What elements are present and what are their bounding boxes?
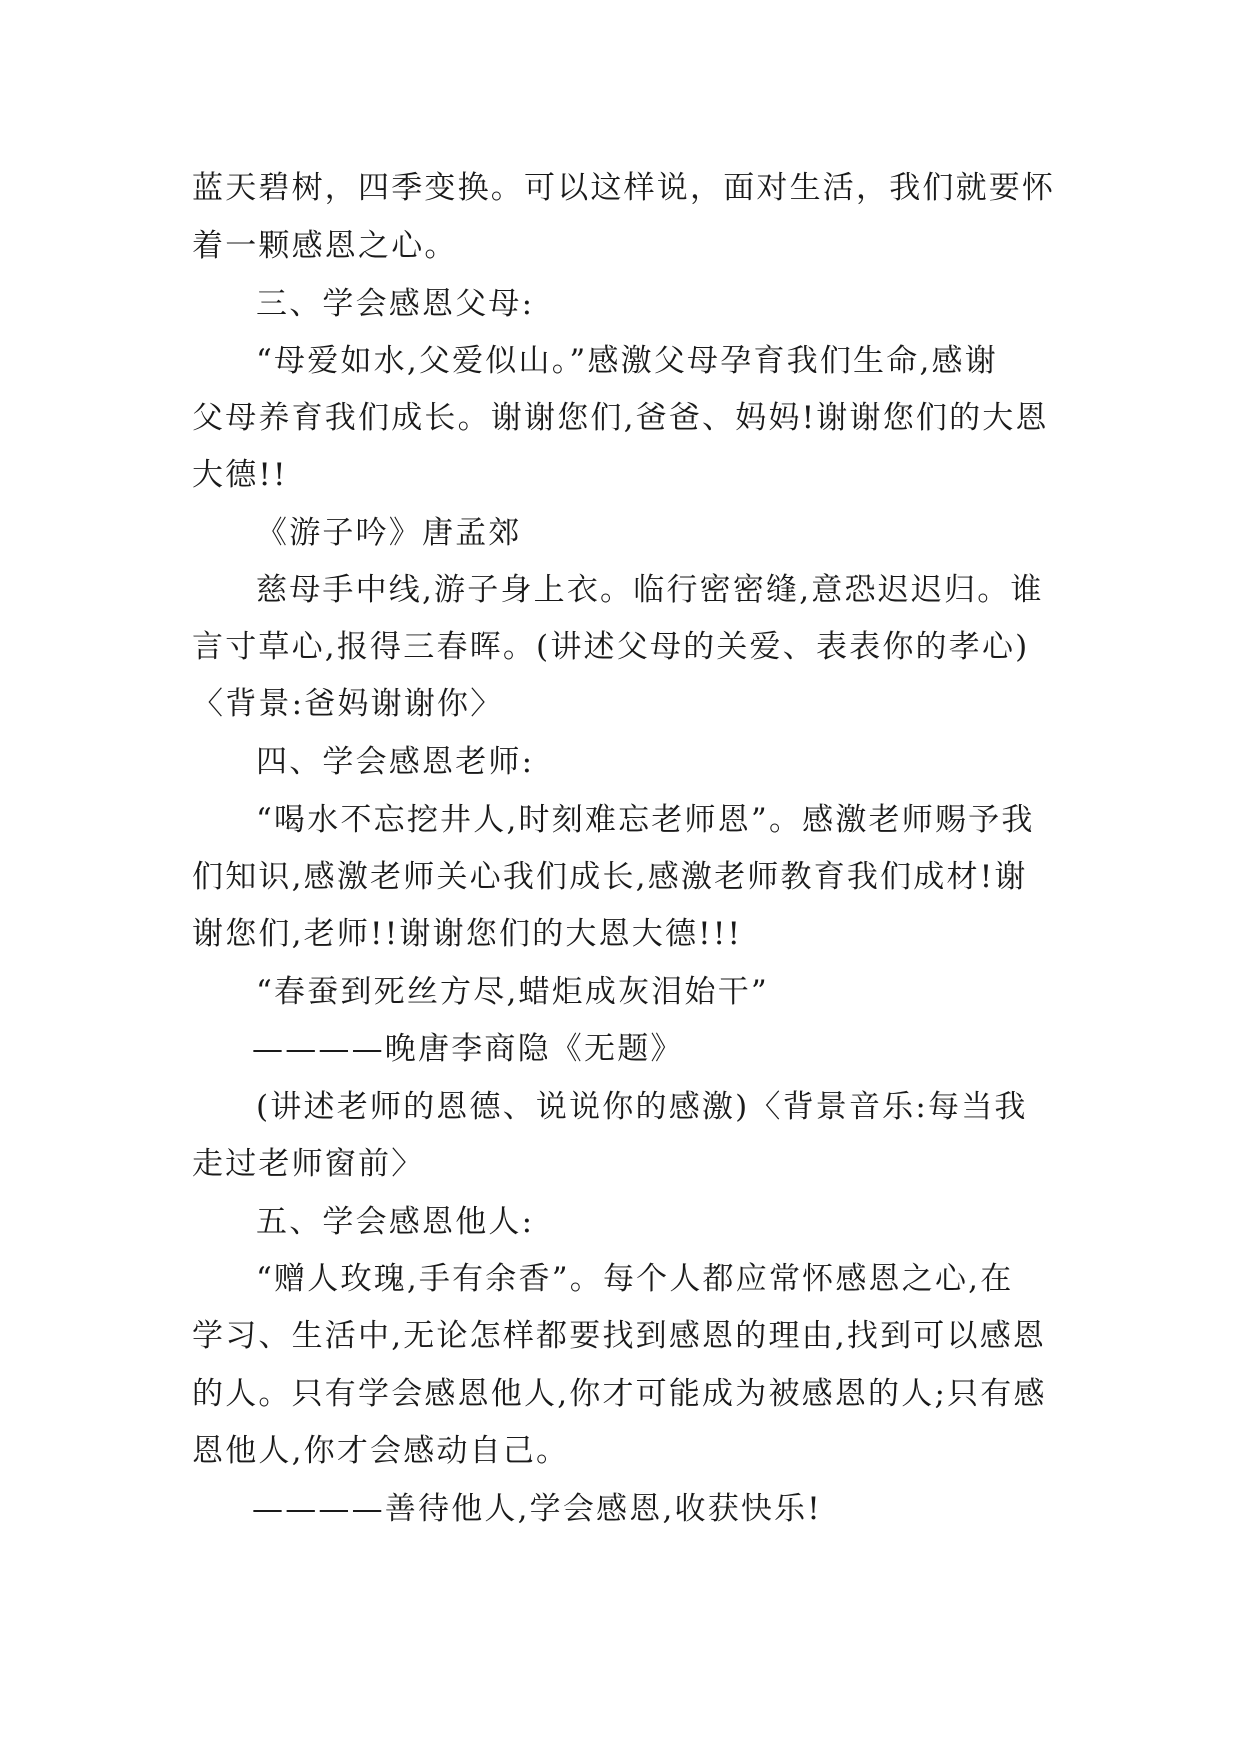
- body-text-line: 走过老师窗前〉: [192, 1146, 425, 1182]
- quote-line: “春蚕到死丝方尽,蜡炬成灰泪始干”: [256, 974, 769, 1010]
- body-text-line: 慈母手中线,游子身上衣。临行密密缝,意恐迟迟归。谁: [256, 572, 1044, 608]
- section-heading: 四、学会感恩老师:: [256, 744, 535, 780]
- body-text-line: (讲述老师的恩德、说说你的感激)〈背景音乐:每当我: [256, 1089, 1028, 1125]
- quote-attribution: ————晚唐李商隐《无题》: [252, 1031, 684, 1067]
- body-text-line: “母爱如水,父爱似山。”感激父母孕育我们生命,感谢: [256, 343, 998, 379]
- body-text-line: 蓝天碧树，四季变换。可以这样说，面对生活，我们就要怀: [192, 170, 1056, 206]
- body-text-line: 们知识,感激老师关心我们成长,感激老师教育我们成材!谢: [192, 859, 1028, 895]
- body-text-line: 恩他人,你才会感动自己。: [192, 1433, 570, 1469]
- body-text-line: “赠人玫瑰,手有余香”。每个人都应常怀感恩之心,在: [256, 1261, 1014, 1297]
- body-text-line: “喝水不忘挖井人,时刻难忘老师恩”。感激老师赐予我: [256, 802, 1035, 838]
- closing-line: ————善待他人,学会感恩,收获快乐!: [252, 1491, 822, 1527]
- body-text-line: 父母养育我们成长。谢谢您们,爸爸、妈妈!谢谢您们的大恩: [192, 400, 1049, 436]
- body-text-line: 大德!!: [192, 457, 288, 493]
- body-text-line: 谢您们,老师!!谢谢您们的大恩大德!!!: [192, 916, 743, 952]
- body-text-line: 学习、生活中,无论怎样都要找到感恩的理由,找到可以感恩: [192, 1318, 1047, 1354]
- section-heading: 五、学会感恩他人:: [256, 1204, 535, 1240]
- body-text-line: 言寸草心,报得三春晖。(讲述父母的关爱、表表你的孝心): [192, 629, 1030, 665]
- body-text-line: 着一颗感恩之心。: [192, 228, 458, 264]
- body-text-line: 〈背景:爸妈谢谢你〉: [192, 686, 504, 722]
- body-text-line: 的人。只有学会感恩他人,你才可能成为被感恩的人;只有感: [192, 1376, 1047, 1412]
- section-heading: 三、学会感恩父母:: [256, 286, 535, 322]
- poem-title: 《游子吟》唐孟郊: [256, 515, 522, 551]
